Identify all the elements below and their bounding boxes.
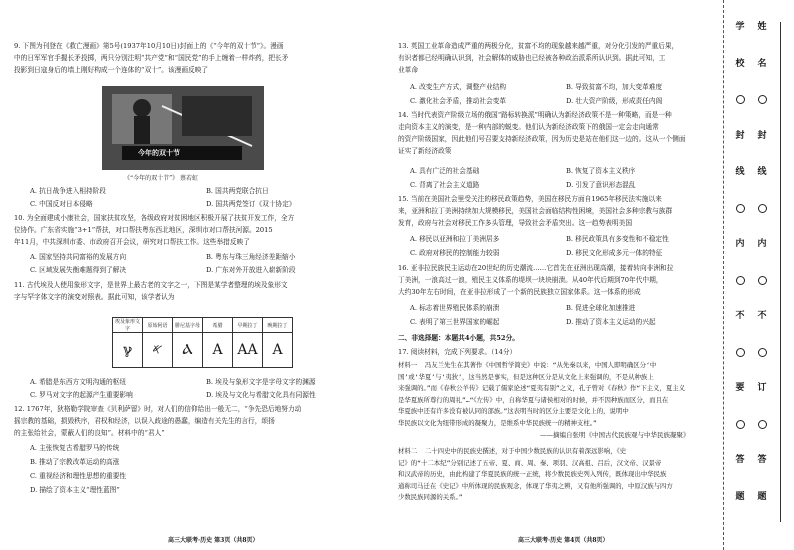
margin-char: 不 <box>757 311 767 322</box>
option-d: D. 广东对外开放进入崭新阶段 <box>206 266 296 274</box>
cartoon-caption: 《“今年的双十节”》 蔡若虹 <box>124 175 199 182</box>
table-header-cell: 原始阿语 <box>143 318 173 333</box>
table-glyph-cell: AA <box>233 333 263 368</box>
table-header-cell: 埃及象形文字 <box>113 318 143 333</box>
option-b: B. 导致贫富不均，加大变革难度 <box>566 83 663 91</box>
margin-char: 不 <box>735 311 745 322</box>
option-b: B. 埃及与象形文字是字母文字的渊源 <box>206 378 316 386</box>
margin-circle <box>758 204 767 213</box>
option-b: B. 推动了宗教改革运动的高涨 <box>30 458 120 466</box>
question-17-title: 17. 阅读材料，完成下列要求。（14分） <box>398 348 517 356</box>
binding-divider <box>723 0 725 550</box>
question-14-stem: 14. 当时代表资产阶级立场的俄国“路标转换派”明确认为新经济政策不是一种策略，而是一种 走向资本主义的演变，是一种内部的蜕变。他们认为新经济政策下的俄国一定会走向通常 的资产阶级国家，因此他们号召要支持新经济政策，因为历史是站在他们这一边的。这从一个侧面 证实了新经济政策 <box>398 111 686 155</box>
option-b: B. 粤东与珠三角经济差距缩小 <box>206 253 296 261</box>
option-a: A. 主张恢复古希腊罗马的传统 <box>30 444 120 452</box>
question-9-stem: 9. 下图为刊登在《救亡漫画》第5号(1937年10月10日)封面上的《“今年的双十节”》。漫画 中的日军军官手握长矛投掷，两只分别注明“共产党”和“国民党”的手上缠着一样炸药，把长矛 投影到日寇身后的墙上刚好构成一个连体的“双十”。该漫画反映了 <box>14 42 289 74</box>
material-1: 材料一 冯友兰先生在其著作《中国哲学简史》中说：“从先秦以来，中国人即明确区分‘中 国’或‘华夏’与‘夷狄’，这当然是事实，但是这种区分是从文化上来强调的，不是从种族上 来强调的。”而《春秋公羊传》记载了儒家论述“夏夷有别”之义，孔子曾对《春秋》作“下主义，夏主义 是华夏族所尊行的周礼”…“《左传》中，自称华夏与诸侯相对的时候，并不因种族而区分，而且在 华夏族中还有许多没有被认同的部族。”这表明当时的区分主要是文化上的，说明中 华民族以文化为纽带形成的凝聚力，是维系中华民族统一的精神支柱。” <box>398 361 685 427</box>
left-page <box>0 0 396 550</box>
option-a: A. 移民以亚洲和拉丁美洲居多 <box>410 235 500 243</box>
question-11-stem: 11. 古代埃及人使用象形文字，是世界上最古老的文字之一，下图是某学者整理的埃及象形文 字与罕字体文字的演变对照表。据此可知，该学者认为 <box>14 281 288 301</box>
table-glyph-cell: 𐤀 <box>143 333 173 368</box>
margin-circle <box>736 204 745 213</box>
option-d: D. 埃及与文化与希腊文化具有同源性 <box>206 391 316 399</box>
margin-char: 答 <box>757 455 767 466</box>
material-1-source: ——摘编自张明《中国古代民族观与中华民族凝聚》 <box>540 431 690 439</box>
option-c: C. 罗马对文字的起源产生重要影响 <box>30 391 133 399</box>
question-12-stem: 12. 1767年，狄格勒学院审查《贝利萨留》时，对人们的信仰给出一般无二，“争先恐后地努力动 摇宗教的基础，损毁秩序，君权和经济，以误入歧途的愚蠢，编造有关先生的言行，颂扬 的主张给社会，蒙蔽人们的良知”。材料中的“君人” <box>14 405 302 437</box>
margin-circle <box>736 276 745 285</box>
table-header-cell: 希腊 <box>203 318 233 333</box>
binding-margin <box>726 22 792 542</box>
option-a: A. 改变生产方式，调整产业结构 <box>410 83 507 91</box>
margin-char: 题 <box>735 491 745 502</box>
section-heading: 二、非选择题：本题共4小题，共52分。 <box>398 334 519 342</box>
margin-char: 订 <box>757 383 767 394</box>
margin-char: 要 <box>735 383 745 394</box>
option-a: A. 希腊是东西方文明沟通的枢纽 <box>30 378 127 386</box>
margin-circle <box>758 95 767 104</box>
question-16-stem: 16. 亚非拉民族民主运动在20世纪的历史潮流……它首先在亚洲出现高潮，接着转向非洲和拉 丁美洲，一浪高过一浪，殖民主义体系的堤坝一块块崩溃。从40年代后期到70年代中期， 大约30年左右时间，在亚非拉形成了一个新的民族独立国家体系。这一体系的形成 <box>398 264 674 296</box>
margin-circle <box>758 348 767 357</box>
table-glyph-cell: Ⲁ <box>173 333 203 368</box>
option-d: D. 壮大资产阶级，形成责任内阁 <box>566 97 663 105</box>
margin-char: 内 <box>735 239 745 250</box>
option-c: C. 中国反对日本侵略 <box>30 200 93 208</box>
option-c: C. 激化社会矛盾，推动社会变革 <box>410 97 507 105</box>
table-header-cell: 晚期拉丁 <box>263 318 293 333</box>
margin-char: 名 <box>757 58 767 69</box>
margin-rule <box>780 22 782 522</box>
margin-circle <box>758 420 767 429</box>
margin-char: 校 <box>735 58 745 69</box>
option-d: D. 推动了资本主义运动的兴起 <box>566 318 656 326</box>
option-a: A. 具有广泛的社会基础 <box>410 167 480 175</box>
margin-column-1 <box>734 22 746 502</box>
cartoon-illustration <box>102 86 264 170</box>
option-b: B. 移民政策具有多变性和不稳定性 <box>566 235 669 243</box>
option-c: C. 政府对移民的控制能力较弱 <box>410 249 500 257</box>
option-d: D. 引发了意识形态混乱 <box>566 181 636 189</box>
cartoon-image <box>102 86 264 170</box>
margin-circle <box>736 348 745 357</box>
table-header-cell: 早期拉丁 <box>233 318 263 333</box>
margin-circle <box>736 420 745 429</box>
table-header-cell: 腓尼基字母 <box>173 318 203 333</box>
table-glyph-cell: A <box>263 333 293 368</box>
margin-circle <box>758 276 767 285</box>
margin-char: 答 <box>735 455 745 466</box>
margin-char: 学 <box>735 22 745 32</box>
right-page <box>398 0 720 550</box>
page-footer: 高三大联考·历史 第3页（共8页） <box>168 537 259 544</box>
material-2: 材料二 二十四史中的民族史撰述，对于中国少数民族的认识有着深远影响，《史 记》的“十二本纪”分别记述了五帝、夏、商、周、秦、项羽、汉高祖、吕后，汉文帝、汉景帝 和汉武帝的历史，由此构建了华夏民族的统一正统，将少数民族史列入列传，既体现出中华民族 通称司马迁在《史记》中所体现的民族观念，体现了华夷之辨，又有他所强调的，中原汉族与四方 少数民族同源的关系。” <box>398 447 673 501</box>
option-d: D. 移民文化形成多元一体的特征 <box>566 249 663 257</box>
table-glyph-cell: ℽ <box>113 333 143 368</box>
option-a: A. 国家坚持共同富裕的发展方向 <box>30 253 127 261</box>
option-d: D. 国共两党签订《双十协定》 <box>206 200 296 208</box>
question-15-stem: 15. 当前在美国社会里受关注的移民政策趋势，美国在移民方面自1965年移民法实施以来 来，亚洲和拉丁美洲持续加大规模移民，美国社会面临结构性困境，美国社会多种宗教与族群 发育，政府与社会对移民工作多头管理，导致社会矛盾突出。这一趋势表明美国 <box>398 195 673 227</box>
margin-char: 题 <box>757 491 767 502</box>
option-a: A. 标志着世界殖民体系的崩溃 <box>410 304 500 312</box>
option-b: B. 国共两党联合抗日 <box>206 187 269 195</box>
alphabet-evolution-table <box>112 317 293 368</box>
table-glyph-cell: A <box>203 333 233 368</box>
option-b: B. 恢复了资本主义秩序 <box>566 167 636 175</box>
margin-char: 内 <box>757 239 767 250</box>
option-b: B. 促进全球化加速推进 <box>566 304 636 312</box>
margin-char: 线 <box>757 167 767 178</box>
option-c: C. 背离了社会主义道路 <box>410 181 480 189</box>
margin-char: 封 <box>757 130 767 141</box>
option-c: C. 表明了第三世界国家的崛起 <box>410 318 500 326</box>
margin-circle <box>736 95 745 104</box>
margin-char: 线 <box>735 167 745 178</box>
margin-char: 姓 <box>757 22 767 32</box>
cartoon-title: 今年的双十节 <box>138 148 180 157</box>
page-footer: 高三大联考·历史 第4页（共8页） <box>518 537 609 544</box>
margin-column-2 <box>756 22 768 502</box>
question-13-stem: 13. 英国工业革命造成严重的两极分化，贫富不均的现象越来越严重，对分化引发的严重后果， 有识者都已经明确认识到，社会解体的威胁也已经被各种政治派系所认识到。据此可知，工 业革命 <box>398 42 679 74</box>
option-c: C. 区域发展失衡难题得到了解决 <box>30 266 127 274</box>
question-10-stem: 10. 为全面建成小康社会，国家扶贫攻坚，各级政府对贫困地区积极开展了扶贫开发工作，全方 位协作。广东省实施“3+1”帮扶，对口帮扶粤东西北地区，深圳市对口帮扶河源。2015 年11月，中共深圳市委、市政府召开会议，研究对口帮扶工作。这些举措反映了 <box>14 214 295 246</box>
option-c: C. 重视经济和理性思想的重要性 <box>30 472 127 480</box>
option-d: D. 描绘了资本主义“理性蓝图” <box>30 486 120 494</box>
margin-char: 封 <box>735 130 745 141</box>
option-a: A. 抗日战争进入相持阶段 <box>30 187 106 195</box>
